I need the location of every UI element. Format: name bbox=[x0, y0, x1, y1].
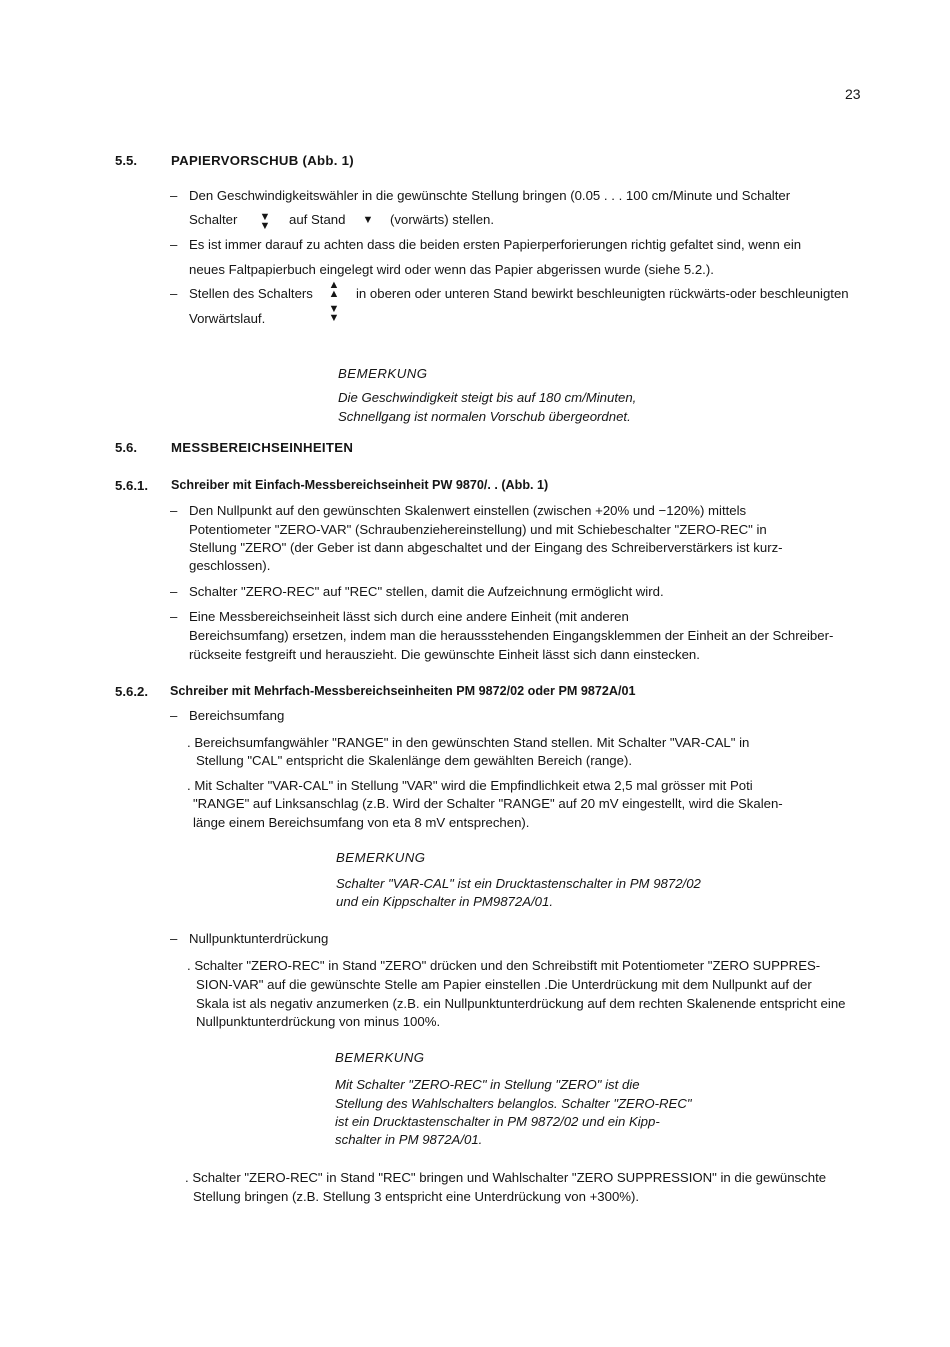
section-title-papiervorschub: PAPIERVORSCHUB (Abb. 1) bbox=[171, 153, 354, 168]
note-title: BEMERKUNG bbox=[336, 850, 426, 865]
double-down-arrow-icon: ▼ ▼ bbox=[259, 211, 271, 232]
paragraph-line: neues Faltpapierbuch eingelegt wird oder wenn das Papier abgerissen wurde (siehe 5.2.). bbox=[189, 262, 714, 277]
note-line: ist ein Drucktastenschalter in PM 9872/02 und ein Kipp- bbox=[335, 1114, 660, 1129]
note-line: Schnellgang ist normalen Vorschub übergeordnet. bbox=[338, 409, 631, 424]
subsection-title: Schreiber mit Mehrfach-Messbereichseinheiten PM 9872/02 oder PM 9872A/01 bbox=[170, 684, 636, 698]
note-line: Schalter "VAR-CAL" ist ein Drucktastenschalter in PM 9872/02 bbox=[336, 876, 701, 891]
dash-bullet: – bbox=[170, 708, 178, 723]
paragraph-line: Skala ist als negativ anzumerken (z.B. ein Nullpunktunterdrückung auf dem rechten Skalenende entspricht eine bbox=[196, 996, 846, 1011]
paragraph-line: in oberen oder unteren Stand bewirkt beschleunigten rückwärts-oder beschleunigten bbox=[356, 286, 849, 301]
note-line: und ein Kippschalter in PM9872A/01. bbox=[336, 894, 554, 909]
paragraph-line: Stellung "ZERO" (der Geber ist dann abgeschaltet und der Eingang des Schreiberverstärkers ist kurz- bbox=[189, 540, 783, 555]
section-number-5-5: 5.5. bbox=[115, 153, 137, 168]
paragraph-line: Eine Messbereichseinheit lässt sich durch eine andere Einheit (mit anderen bbox=[189, 609, 629, 624]
paragraph-line: Vorwärtslauf. bbox=[189, 311, 266, 326]
paragraph-line: "RANGE" auf Linksanschlag (z.B. Wird der Schalter "RANGE" auf 20 mV eingestellt, wird die Skalen- bbox=[193, 796, 783, 811]
paragraph-line: SION-VAR" auf die gewünschte Stelle am Papier einstellen .Die Unterdrückung mit dem Nullpunkt auf der bbox=[196, 977, 812, 992]
dash-bullet: – bbox=[170, 237, 178, 252]
paragraph-line: Stellen des Schalters bbox=[189, 286, 313, 301]
note-title: BEMERKUNG bbox=[338, 366, 428, 381]
list-heading: Nullpunktunterdrückung bbox=[189, 931, 329, 946]
paragraph-line: auf Stand bbox=[289, 212, 346, 227]
double-down-arrow-icon: ▼ ▼ bbox=[328, 303, 340, 324]
paragraph-line: Den Geschwindigkeitswähler in die gewünschte Stellung bringen (0.05 . . . 100 cm/Minute und Schalter bbox=[189, 188, 791, 203]
paragraph-line: . Schalter "ZERO-REC" in Stand "ZERO" drücken und den Schreibstift mit Potentiometer "ZERO SUPPRES- bbox=[187, 958, 821, 973]
paragraph-line: Es ist immer darauf zu achten dass die beiden ersten Papierperforierungen richtig gefaltet sind, wenn ein bbox=[189, 237, 802, 252]
note-line: Mit Schalter "ZERO-REC" in Stellung "ZERO" ist die bbox=[335, 1077, 640, 1092]
double-up-arrow-icon: ▲ ▲ bbox=[328, 279, 340, 300]
page-number: 23 bbox=[845, 86, 861, 102]
paragraph-line: Stellung bringen (z.B. Stellung 3 entspricht eine Unterdrückung von +300%). bbox=[193, 1189, 640, 1204]
paragraph-line: Den Nullpunkt auf den gewünschten Skalenwert einstellen (zwischen +20% und −120%) mittels bbox=[189, 503, 747, 518]
subsection-title: Schreiber mit Einfach-Messbereichseinheit PW 9870/. . (Abb. 1) bbox=[171, 478, 549, 492]
paragraph-line: Bereichsumfang) ersetzen, indem man die heraussstehenden Eingangsklemmen der Einheit an der Schreiber- bbox=[189, 628, 834, 643]
down-arrow-icon: ▼ bbox=[362, 214, 374, 226]
dash-bullet: – bbox=[170, 931, 178, 946]
paragraph-line: . Mit Schalter "VAR-CAL" in Stellung "VAR" wird die Empfindlichkeit etwa 2,5 mal grösser mit Poti bbox=[187, 778, 753, 793]
note-line: Stellung des Wahlschalters belanglos. Schalter "ZERO-REC" bbox=[335, 1096, 692, 1111]
paragraph-line: länge einem Bereichsumfang von eta 8 mV entsprechen). bbox=[193, 815, 530, 830]
section-number-5-6: 5.6. bbox=[115, 440, 137, 455]
note-title: BEMERKUNG bbox=[335, 1050, 425, 1065]
paragraph-line: geschlossen). bbox=[189, 558, 271, 573]
section-number-5-6-2: 5.6.2. bbox=[115, 684, 148, 699]
dash-bullet: – bbox=[170, 286, 178, 301]
paragraph-line: rückseite festgreift und herauszieht. Die gewünschte Einheit lässt sich dann einstecken. bbox=[189, 647, 700, 662]
paragraph-line: Potentiometer "ZERO-VAR" (Schraubenziehereinstellung) und mit Schiebeschalter "ZERO-REC" in bbox=[189, 522, 767, 537]
list-heading: Bereichsumfang bbox=[189, 708, 285, 723]
section-number-5-6-1: 5.6.1. bbox=[115, 478, 148, 493]
dash-bullet: – bbox=[170, 609, 178, 624]
paragraph-line: . Bereichsumfangwähler "RANGE" in den gewünschten Stand stellen. Mit Schalter "VAR-CAL" in bbox=[187, 735, 750, 750]
paragraph-line: Nullpunktunterdrückung von minus 100%. bbox=[196, 1014, 441, 1029]
note-line: Die Geschwindigkeit steigt bis auf 180 cm/Minuten, bbox=[338, 390, 637, 405]
paragraph-line: Stellung "CAL" entspricht die Skalenlänge dem gewählten Bereich (range). bbox=[196, 753, 633, 768]
paragraph-line: . Schalter "ZERO-REC" in Stand "REC" bringen und Wahlschalter "ZERO SUPPRESSION" in die gewünschte bbox=[185, 1170, 827, 1185]
paragraph-line: (vorwärts) stellen. bbox=[390, 212, 495, 227]
dash-bullet: – bbox=[170, 584, 178, 599]
paragraph-line: Schalter "ZERO-REC" auf "REC" stellen, damit die Aufzeichnung ermöglicht wird. bbox=[189, 584, 664, 599]
paragraph-line: Schalter bbox=[189, 212, 238, 227]
dash-bullet: – bbox=[170, 503, 178, 518]
note-line: schalter in PM 9872A/01. bbox=[335, 1132, 483, 1147]
dash-bullet: – bbox=[170, 188, 178, 203]
section-title-messbereichseinheiten: MESSBEREICHSEINHEITEN bbox=[171, 440, 354, 455]
